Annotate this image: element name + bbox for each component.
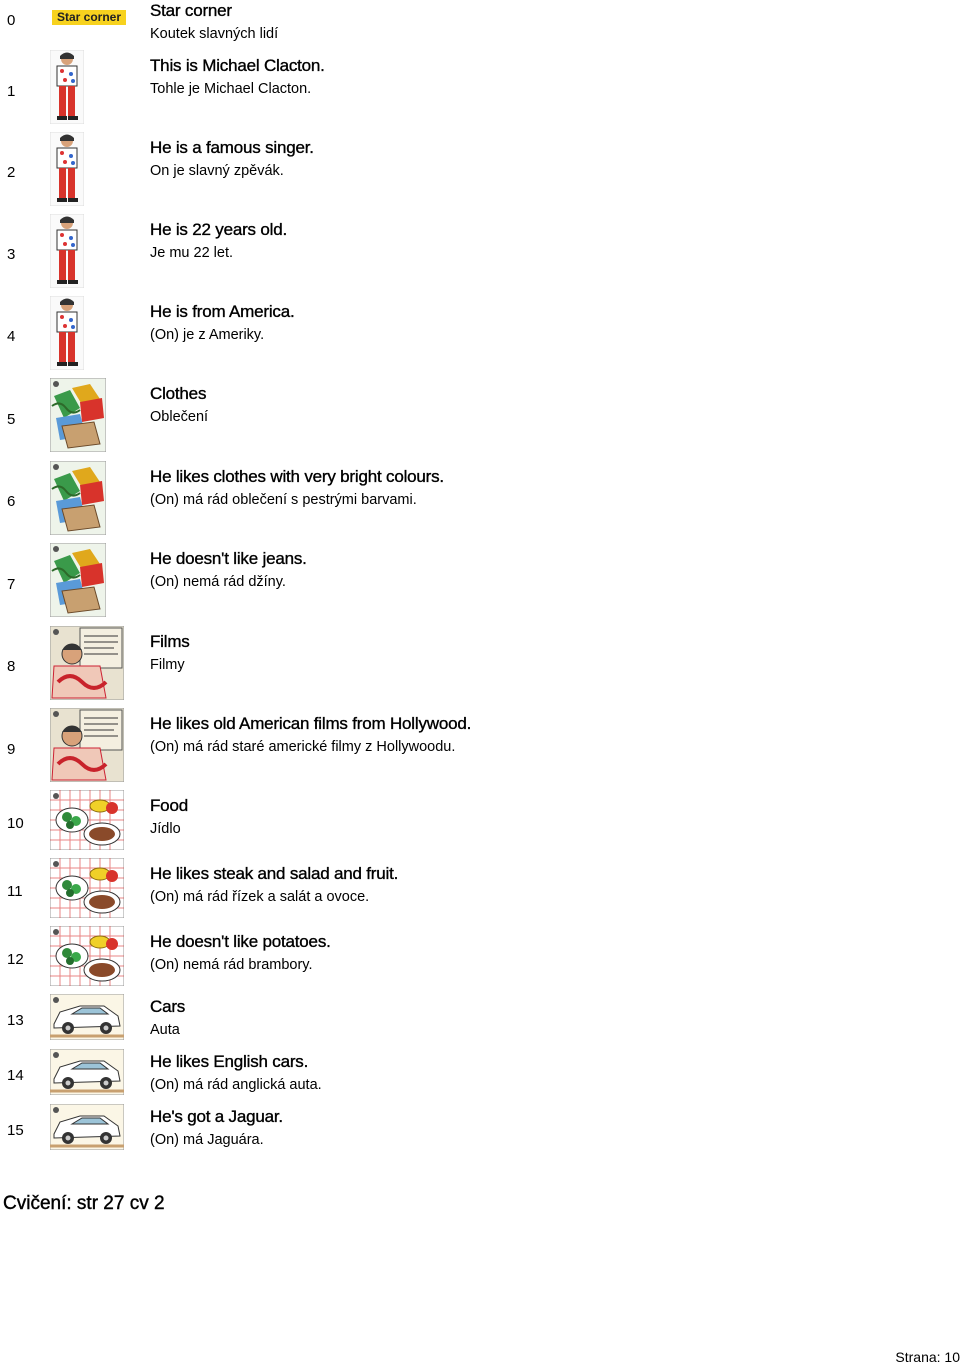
english-sentence: He likes old American films from Hollywood.: [150, 714, 472, 733]
row-number: 9: [7, 741, 16, 758]
car-illustration: [50, 994, 124, 1040]
english-sentence: Films: [150, 632, 190, 651]
row-number: 14: [7, 1067, 24, 1084]
film-poster-illustration: [50, 626, 124, 700]
czech-translation: Jídlo: [150, 821, 181, 837]
row-number: 7: [7, 576, 16, 593]
row-number: 5: [7, 411, 16, 428]
star-corner-badge: Star corner: [52, 10, 126, 25]
czech-translation: (On) má Jaguára.: [150, 1132, 264, 1148]
czech-translation: (On) má rád staré americké filmy z Hollywoodu.: [150, 739, 456, 755]
czech-translation: (On) nemá rád brambory.: [150, 957, 313, 973]
row-number: 6: [7, 493, 16, 510]
clothes-illustration: [50, 378, 106, 452]
czech-translation: Auta: [150, 1022, 180, 1038]
czech-translation: (On) je z Ameriky.: [150, 327, 265, 343]
czech-translation: On je slavný zpěvák.: [150, 163, 284, 179]
singer-illustration: [50, 214, 84, 288]
row-4: [0, 296, 960, 370]
english-sentence: He is a famous singer.: [150, 138, 314, 157]
english-sentence: He likes clothes with very bright colours.: [150, 467, 444, 486]
row-8: [0, 626, 960, 700]
row-2: [0, 132, 960, 206]
row-0: [0, 0, 960, 40]
page-number: Strana: 10: [895, 1349, 960, 1365]
row-5: [0, 378, 960, 452]
food-illustration: [50, 790, 124, 850]
english-sentence: Cars: [150, 997, 186, 1016]
row-13: [0, 994, 960, 1040]
clothes-illustration: [50, 543, 106, 617]
row-10: [0, 790, 960, 850]
row-number: 12: [7, 951, 24, 968]
singer-illustration: [50, 132, 84, 206]
row-15: [0, 1104, 960, 1150]
english-sentence: He is from America.: [150, 302, 295, 321]
row-14: [0, 1049, 960, 1095]
english-sentence: He doesn't like jeans.: [150, 549, 307, 568]
row-11: [0, 858, 960, 918]
row-6: [0, 461, 960, 535]
english-sentence: He likes English cars.: [150, 1052, 309, 1071]
czech-translation: Filmy: [150, 657, 185, 673]
row-number: 13: [7, 1012, 24, 1029]
exercise-reference: Cvičení: str 27 cv 2: [3, 1193, 165, 1214]
czech-translation: (On) nemá rád džíny.: [150, 574, 286, 590]
english-sentence: Star corner: [150, 1, 232, 20]
clothes-illustration: [50, 461, 106, 535]
row-number: 8: [7, 658, 16, 675]
food-illustration: [50, 926, 124, 986]
row-number: 10: [7, 815, 24, 832]
row-9: [0, 708, 960, 782]
czech-translation: (On) má rád oblečení s pestrými barvami.: [150, 492, 417, 508]
row-7: [0, 543, 960, 617]
row-number: 0: [7, 12, 16, 29]
english-sentence: He is 22 years old.: [150, 220, 287, 239]
row-number: 2: [7, 164, 16, 181]
film-poster-illustration: [50, 708, 124, 782]
car-illustration: [50, 1049, 124, 1095]
czech-translation: Koutek slavných lidí: [150, 26, 279, 42]
english-sentence: Clothes: [150, 384, 207, 403]
english-sentence: He likes steak and salad and fruit.: [150, 864, 399, 883]
czech-translation: (On) má rád řízek a salát a ovoce.: [150, 889, 370, 905]
czech-translation: Tohle je Michael Clacton.: [150, 81, 312, 97]
row-number: 15: [7, 1122, 24, 1139]
food-illustration: [50, 858, 124, 918]
english-sentence: This is Michael Clacton.: [150, 56, 325, 75]
czech-translation: (On) má rád anglická auta.: [150, 1077, 322, 1093]
row-number: 3: [7, 246, 16, 263]
singer-illustration: [50, 50, 84, 124]
row-number: 1: [7, 83, 16, 100]
singer-illustration: [50, 296, 84, 370]
english-sentence: He's got a Jaguar.: [150, 1107, 283, 1126]
row-number: 4: [7, 328, 16, 345]
row-number: 11: [7, 883, 23, 900]
row-1: [0, 50, 960, 124]
car-illustration: [50, 1104, 124, 1150]
row-3: [0, 214, 960, 288]
czech-translation: Je mu 22 let.: [150, 245, 234, 261]
czech-translation: Oblečení: [150, 409, 209, 425]
english-sentence: Food: [150, 796, 188, 815]
row-12: [0, 926, 960, 986]
english-sentence: He doesn't like potatoes.: [150, 932, 331, 951]
